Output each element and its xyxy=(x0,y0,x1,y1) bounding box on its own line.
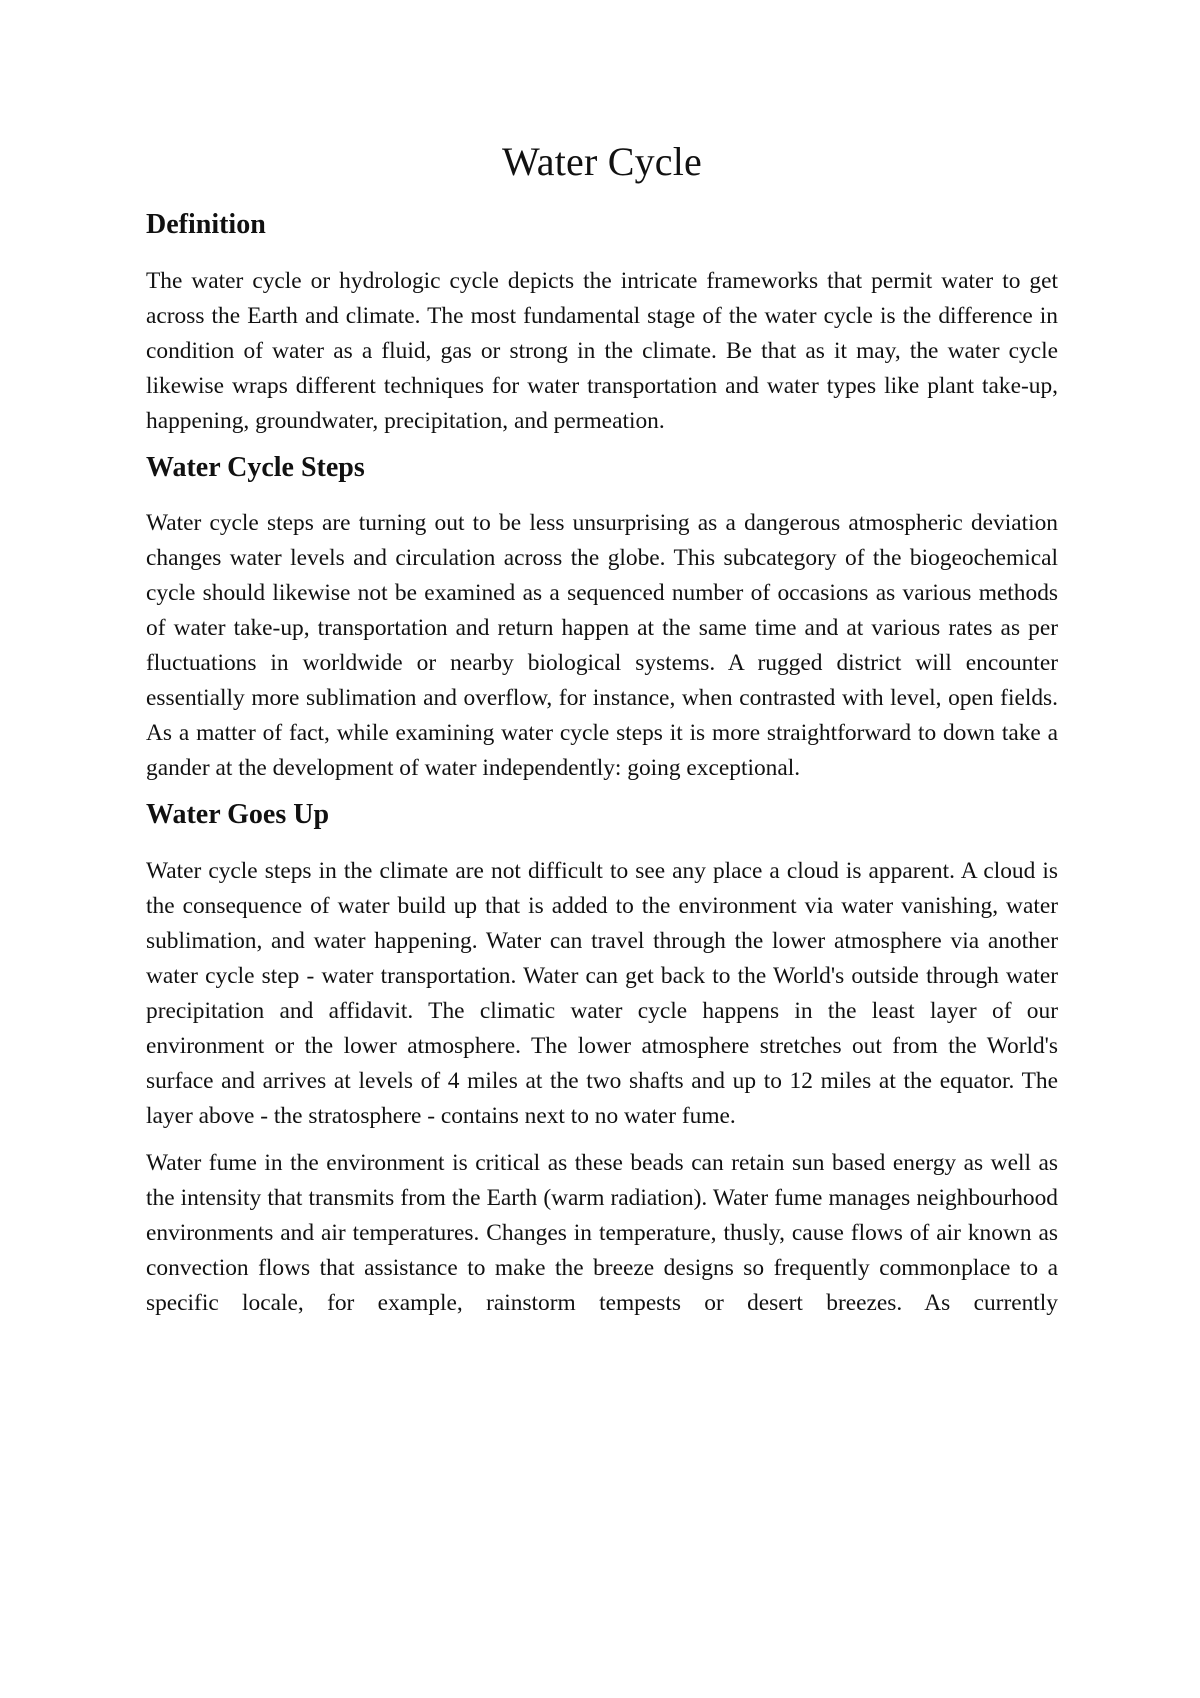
paragraph: Water cycle steps are turning out to be less unsurprising as a dangerous atmospheric deviation changes water levels and circulation across the globe. This subcategory of the biogeochemical cycle should likewise not be examined as a sequenced number of occasions as various methods of water take-up, transportation and return happen at the same time and at various rates as per fluctuations in worldwide or nearby biological systems. A rugged district will encounter essentially more sublimation and overflow, for instance, when contrasted with level, open fields. As a matter of fact, while examining water cycle steps it is more straightforward to down take a gander at the development of water independently: going exceptional. xyxy=(146,510,1058,782)
paragraph: The water cycle or hydrologic cycle depicts the intricate frameworks that permit water to get across the Earth and climate. The most fundamental stage of the water cycle is the difference in condition of water as a fluid, gas or strong in the climate. Be that as it may, the water cycle likewise wraps different techniques for water transportation and water types like plant take-up, happening, groundwater, precipitation, and permeation. xyxy=(146,267,1058,434)
document-page xyxy=(146,138,1058,1333)
section-heading: Definition xyxy=(146,209,266,240)
paragraph: Water cycle steps in the climate are not difficult to see any place a cloud is apparent. A cloud is the consequence of water build up that is added to the environment via water vanishing, water sublimation, and water happening. Water can travel through the lower atmosphere via another water cycle step - water transportation. Water can get back to the World's outside through water precipitation and affidavit. The climatic water cycle happens in the least layer of our environment or the lower atmosphere. The lower atmosphere stretches out from the World's surface and arrives at levels of 4 miles at the two shafts and up to 12 miles at the equator. The layer above - the stratosphere - contains next to no water fume. xyxy=(146,857,1058,1129)
section-water-goes-up xyxy=(146,798,1058,1321)
paragraph: Water fume in the environment is critical as these beads can retain sun based energy as well as the intensity that transmits from the Earth (warm radiation). Water fume manages neighbourhood environments and air temperatures. Changes in temperature, thusly, cause flows of air known as convection flows that assistance to make the breeze designs so frequently commonplace to a specific locale, for example, rainstorm tempests or desert breezes. As currently xyxy=(146,1149,1058,1316)
section-water-cycle-steps xyxy=(146,451,1058,787)
section-heading: Water Cycle Steps xyxy=(146,451,365,483)
section-heading: Water Goes Up xyxy=(146,799,330,831)
document-title: Water Cycle xyxy=(502,139,702,184)
section-definition xyxy=(146,208,1058,439)
